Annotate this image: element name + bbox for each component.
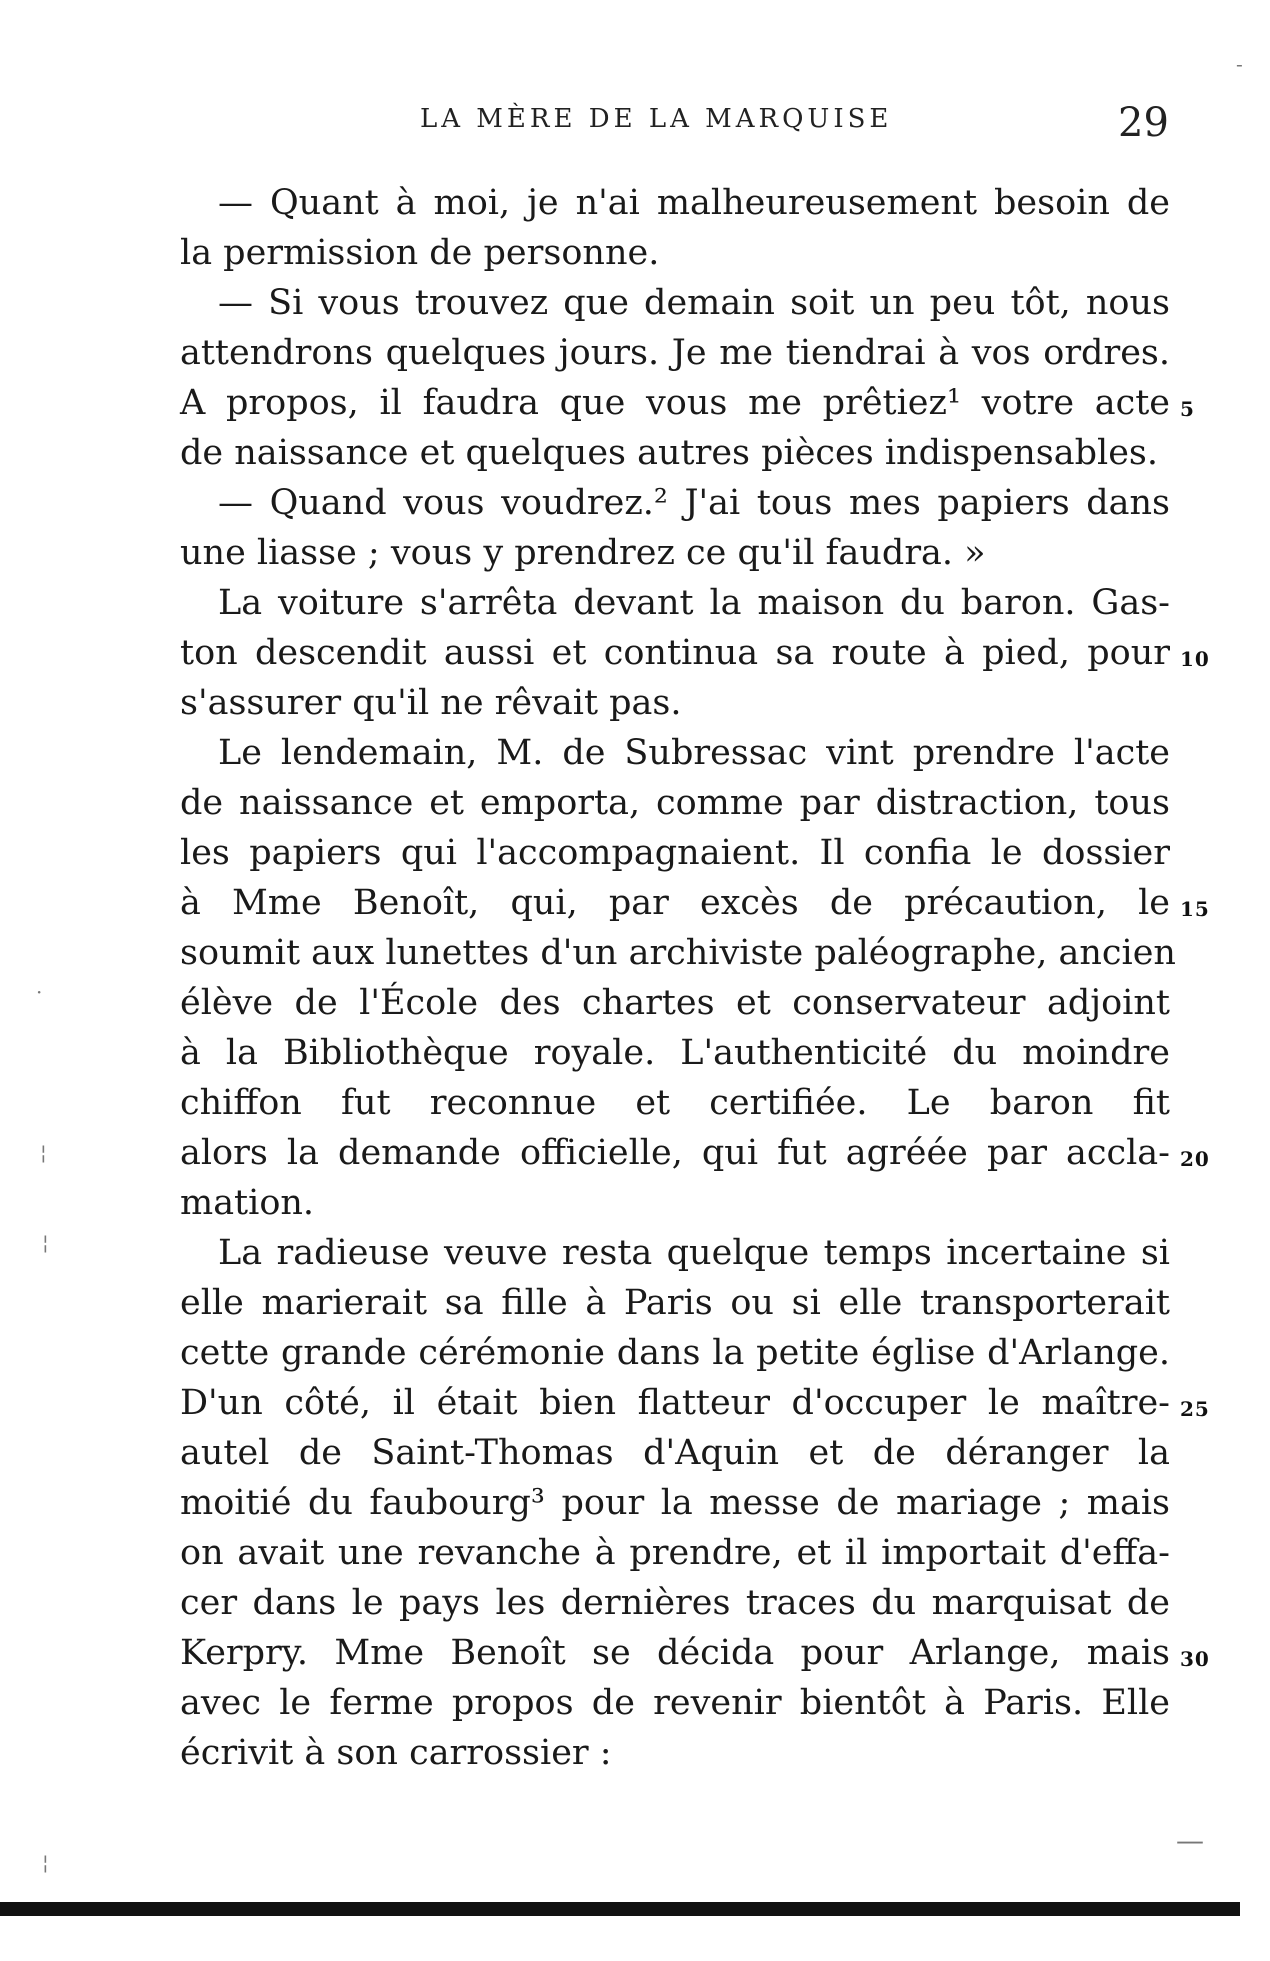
margin-speck: ¦ bbox=[42, 1850, 49, 1874]
margin-speck: · bbox=[36, 980, 43, 1004]
margin-dash: — bbox=[1176, 1824, 1204, 1857]
text-line bbox=[180, 1128, 1210, 1178]
text-line bbox=[180, 1728, 1170, 1778]
text-line-content: élève de l'École des chartes et conservateur adjoint bbox=[180, 983, 1170, 1023]
text-line bbox=[180, 528, 1170, 578]
margin-speck: ¦ bbox=[42, 1230, 49, 1254]
text-line bbox=[180, 1078, 1170, 1128]
text-line-content: soumit aux lunettes d'un archiviste paléographe, ancien bbox=[180, 933, 1176, 973]
text-line bbox=[180, 628, 1210, 678]
margin-speck: - bbox=[1236, 52, 1243, 76]
line-number: 15 bbox=[1180, 897, 1210, 921]
text-line-content: écrivit à son carrossier : bbox=[180, 1733, 612, 1773]
text-line bbox=[180, 1028, 1170, 1078]
text-line-content: attendrons quelques jours. Je me tiendrai à vos ordres. bbox=[180, 333, 1170, 373]
text-line bbox=[180, 378, 1195, 428]
text-line-content: cette grande cérémonie dans la petite église d'Arlange. bbox=[180, 1333, 1170, 1373]
text-line-content: La voiture s'arrêta devant la maison du baron. Gas- bbox=[218, 583, 1170, 623]
bottom-rule bbox=[0, 1902, 1240, 1916]
text-line-content: ton descendit aussi et continua sa route à pied, pour bbox=[180, 633, 1170, 673]
text-line bbox=[180, 1578, 1170, 1628]
line-number: 5 bbox=[1180, 397, 1195, 421]
text-line bbox=[180, 1628, 1210, 1678]
text-line bbox=[180, 778, 1170, 828]
text-line-content: — Si vous trouvez que demain soit un peu tôt, nous bbox=[218, 283, 1170, 323]
text-line bbox=[180, 728, 1170, 778]
margin-speck: ¦ bbox=[40, 1140, 47, 1164]
text-line-content: — Quand vous voudrez.² J'ai tous mes papiers dans bbox=[218, 483, 1170, 523]
text-line-content: mation. bbox=[180, 1183, 315, 1223]
text-line bbox=[180, 328, 1170, 378]
line-number: 25 bbox=[1180, 1397, 1210, 1421]
text-line-content: à la Bibliothèque royale. L'authenticité du moindre bbox=[180, 1033, 1170, 1073]
line-number: 30 bbox=[1180, 1647, 1210, 1671]
text-line-content: cer dans le pays les dernières traces du marquisat de bbox=[180, 1583, 1170, 1623]
running-title: LA MÈRE DE LA MARQUISE bbox=[420, 104, 893, 134]
text-line bbox=[180, 678, 1170, 728]
text-line-content: chiffon fut reconnue et certifiée. Le baron fit bbox=[180, 1083, 1170, 1123]
text-line-content: à Mme Benoît, qui, par excès de précaution, le bbox=[180, 883, 1170, 923]
text-line bbox=[180, 578, 1170, 628]
text-line bbox=[180, 1378, 1210, 1428]
page-number: 29 bbox=[1118, 100, 1169, 146]
text-line-content: avec le ferme propos de revenir bientôt à Paris. Elle bbox=[180, 1683, 1170, 1723]
body-text bbox=[180, 178, 1210, 1778]
text-line-content: Kerpry. Mme Benoît se décida pour Arlange, mais bbox=[180, 1633, 1170, 1673]
text-line-content: A propos, il faudra que vous me prêtiez¹ votre acte bbox=[180, 383, 1170, 423]
text-line-content: La radieuse veuve resta quelque temps incertaine si bbox=[218, 1233, 1170, 1273]
text-line-content: s'assurer qu'il ne rêvait pas. bbox=[180, 683, 682, 723]
text-line bbox=[180, 1428, 1170, 1478]
text-line bbox=[180, 228, 1170, 278]
text-line-content: de naissance et quelques autres pièces indispensables. bbox=[180, 433, 1159, 473]
text-line bbox=[180, 1678, 1170, 1728]
line-number: 10 bbox=[1180, 647, 1210, 671]
text-line-content: elle marierait sa fille à Paris ou si elle transporterait bbox=[180, 1283, 1170, 1323]
text-line bbox=[180, 1328, 1170, 1378]
text-line-content: la permission de personne. bbox=[180, 233, 660, 273]
text-line bbox=[180, 428, 1170, 478]
text-line-content: on avait une revanche à prendre, et il importait d'effa- bbox=[180, 1533, 1170, 1573]
text-line bbox=[180, 928, 1176, 978]
text-line-content: de naissance et emporta, comme par distraction, tous bbox=[180, 783, 1170, 823]
text-line-content: une liasse ; vous y prendrez ce qu'il faudra. » bbox=[180, 533, 986, 573]
text-line bbox=[180, 828, 1170, 878]
text-line bbox=[180, 1528, 1170, 1578]
line-number: 20 bbox=[1180, 1147, 1210, 1171]
text-line-content: D'un côté, il était bien flatteur d'occuper le maître- bbox=[180, 1383, 1170, 1423]
text-line bbox=[180, 178, 1170, 228]
text-line-content: moitié du faubourg³ pour la messe de mariage ; mais bbox=[180, 1483, 1170, 1523]
text-line-content: autel de Saint-Thomas d'Aquin et de déranger la bbox=[180, 1433, 1170, 1473]
text-line-content: alors la demande officielle, qui fut agréée par accla- bbox=[180, 1133, 1170, 1173]
text-line bbox=[180, 1228, 1170, 1278]
text-line-content: — Quant à moi, je n'ai malheureusement besoin de bbox=[218, 183, 1170, 223]
text-line bbox=[180, 1278, 1170, 1328]
text-line-content: les papiers qui l'accompagnaient. Il confia le dossier bbox=[180, 833, 1170, 873]
text-line bbox=[180, 478, 1170, 528]
text-line bbox=[180, 1478, 1170, 1528]
text-line bbox=[180, 878, 1210, 928]
text-line bbox=[180, 278, 1170, 328]
text-line bbox=[180, 978, 1170, 1028]
text-line-content: Le lendemain, M. de Subressac vint prendre l'acte bbox=[218, 733, 1170, 773]
text-line bbox=[180, 1178, 1170, 1228]
